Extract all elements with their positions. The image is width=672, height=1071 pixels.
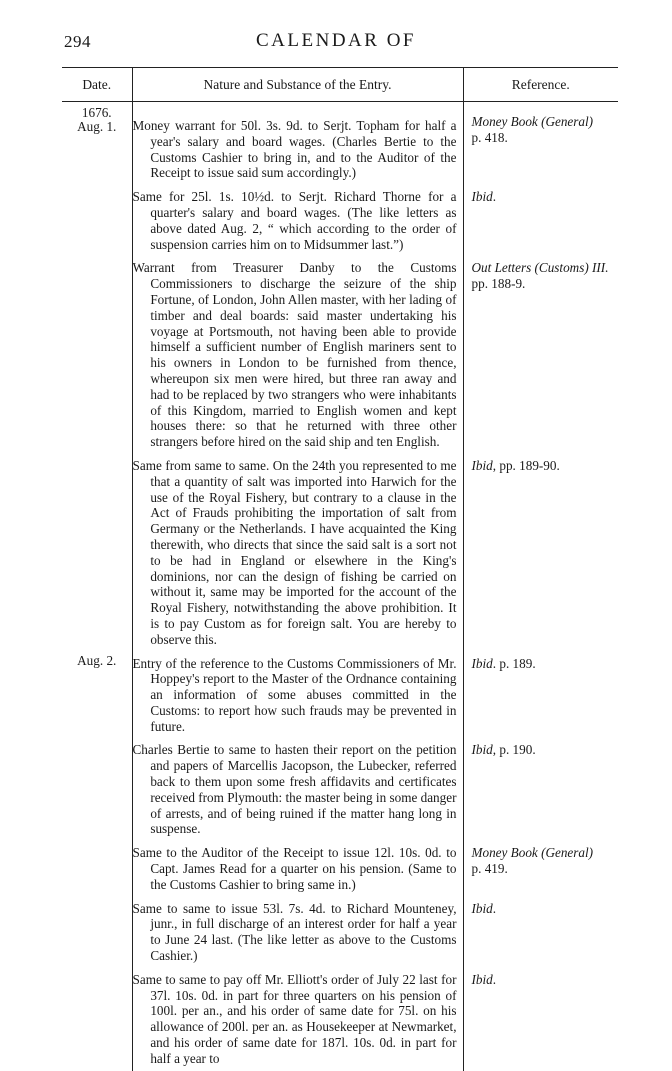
table-row xyxy=(62,102,618,186)
entry-date xyxy=(62,454,132,652)
entry-date xyxy=(62,897,132,968)
table-header-row xyxy=(62,68,618,102)
table-row xyxy=(62,968,618,1071)
entry-nature-cell xyxy=(132,897,463,968)
entry-reference-line: Ibid, pp. 189-90. xyxy=(471,457,560,473)
table-row xyxy=(62,738,618,841)
entry-reference-line: Ibid. p. 189. xyxy=(471,655,536,671)
table-row xyxy=(62,897,618,968)
entry-reference-line: Ibid. xyxy=(471,971,497,987)
entry-reference-line: pp. 188-9. xyxy=(471,276,526,292)
entry-reference xyxy=(463,968,618,1071)
calendar-table xyxy=(62,67,618,1071)
table-row xyxy=(62,454,618,652)
entry-nature-cell xyxy=(132,738,463,841)
entry-reference-line: p. 418. xyxy=(471,129,508,145)
page-header xyxy=(0,26,672,56)
entry-reference xyxy=(463,102,618,186)
entry-text: Same to same to pay off Mr. Elliott's order of July 22 last for 37l. 10s. 0d. in part for three quarters on his pension of 100l. per an., and his order of same date for 75l. on his allowance of 200l. per an. as Housekeeper at Newmarket, and his order of same date for 187l. 10s. 0d. in part for half a year to xyxy=(132,971,457,1066)
entry-date-line: 1676. xyxy=(81,105,112,120)
entry-nature-cell xyxy=(132,256,463,454)
entry-nature-cell xyxy=(132,652,463,739)
table-row xyxy=(62,185,618,256)
entry-text: Charles Bertie to same to hasten their report on the petition and papers of Marcellis Jacopson, the Lubecker, referred back to them upon some fresh affidavits and certificates received from Plymouth: the master being in some danger of arrests, and of being ruined if the matter hang long in suspense. xyxy=(132,742,457,837)
entry-date-line: Aug. 2. xyxy=(77,652,117,668)
entry-reference-line: Money Book (General) xyxy=(471,114,594,129)
entry-reference xyxy=(463,454,618,652)
entry-reference xyxy=(463,256,618,454)
entry-date xyxy=(62,841,132,896)
entry-nature-cell xyxy=(132,102,463,186)
entry-date xyxy=(62,968,132,1071)
entry-reference xyxy=(463,738,618,841)
entry-reference xyxy=(463,897,618,968)
entry-reference-line: Ibid, p. 190. xyxy=(471,742,536,758)
entry-text: Same to the Auditor of the Receipt to issue 12l. 10s. 0d. to Capt. James Read for a quarter on his pension. (Same to the Customs Cashier to bring same in.) xyxy=(132,845,457,892)
entry-reference xyxy=(463,652,618,739)
entry-reference-line: Money Book (General) xyxy=(471,845,594,861)
page-number: 294 xyxy=(64,32,91,51)
table-row xyxy=(62,256,618,454)
entry-date xyxy=(62,185,132,256)
entry-date xyxy=(62,652,132,739)
entry-nature-cell xyxy=(132,185,463,256)
entry-date-line: Aug. 1. xyxy=(77,119,117,134)
entry-reference-line: Out Letters (Customs) III. xyxy=(471,260,609,276)
entry-reference xyxy=(463,185,618,256)
table-row xyxy=(62,652,618,739)
entry-reference-line: Ibid. xyxy=(471,189,497,205)
running-head: CALENDAR OF xyxy=(256,30,416,51)
entry-date xyxy=(62,738,132,841)
entry-nature-cell xyxy=(132,968,463,1071)
calendar-entries xyxy=(62,102,618,1071)
entry-text: Same for 25l. 1s. 10½d. to Serjt. Richard Thorne for a quarter's salary and board wages. (The like letters as above dated Aug. 2, “ which according to the order of suspension carries him on to Midsummer last.”) xyxy=(132,189,457,252)
table-row xyxy=(62,841,618,896)
reference-column-header: Reference. xyxy=(463,68,618,102)
entry-reference-line: p. 419. xyxy=(471,861,508,877)
entry-text: Same from same to same. On the 24th you represented to me that a quantity of salt was imported into Harwich for the use of the Royal Fishery, but contrary to a clause in the Act of Frauds prohibiting the importation of salt from Germany or the Netherlands. I have acquainted the King therewith, who directs that since the said salt is a sort not to be had in England or elsewhere in the King's dominions, nor can the design of fishing be carried on without it, same may be imported for the account of the Royal Fishery, notwithstanding the above prohibition. It is to pay Custom as for foreign salt. You are hereby to observe this. xyxy=(132,457,457,647)
entry-text: Warrant from Treasurer Danby to the Customs Commissioners to discharge the seizure of the ship Fortune, of London, John Allen master, with her lading of timber and deal boards: said master undertaking his voyage at Portsmouth, not having been able to provide himself a sufficient number of English mariners sent to his owners in London to be furnished from thence, whereupon six men were hired, but three ran away and had to be replaced by two strangers who were inhabitants of this Kingdom, married to English women and kept houses there: so that he returned with three other strangers before hired on the said ship and ten English. xyxy=(132,260,457,450)
entry-text: Same to same to issue 53l. 7s. 4d. to Richard Mounteney, junr., in full discharge of an interest order for half a year to June 24 last. (The like letter as above to the Customs Cashier.) xyxy=(132,900,457,964)
entry-nature-cell xyxy=(132,454,463,652)
entry-date xyxy=(62,256,132,454)
nature-column-header: Nature and Substance of the Entry. xyxy=(132,68,463,102)
entry-nature-cell xyxy=(132,841,463,896)
entry-text: Money warrant for 50l. 3s. 9d. to Serjt. Topham for half a year's salary and board wages. (Charles Bertie to the Customs Cashier to bring in, and to the Auditor of the Receipt to issue said sum accordingly.) xyxy=(132,118,457,181)
entry-date xyxy=(62,102,132,186)
entry-reference-line: Ibid. xyxy=(471,900,497,916)
date-column-header: Date. xyxy=(62,68,132,102)
entry-text: Entry of the reference to the Customs Commissioners of Mr. Hoppey's report to the Master of the Ordnance containing an information of some abuses committed in the Customs: to report how such frauds may be prevented in future. xyxy=(132,655,457,734)
entry-reference xyxy=(463,841,618,896)
